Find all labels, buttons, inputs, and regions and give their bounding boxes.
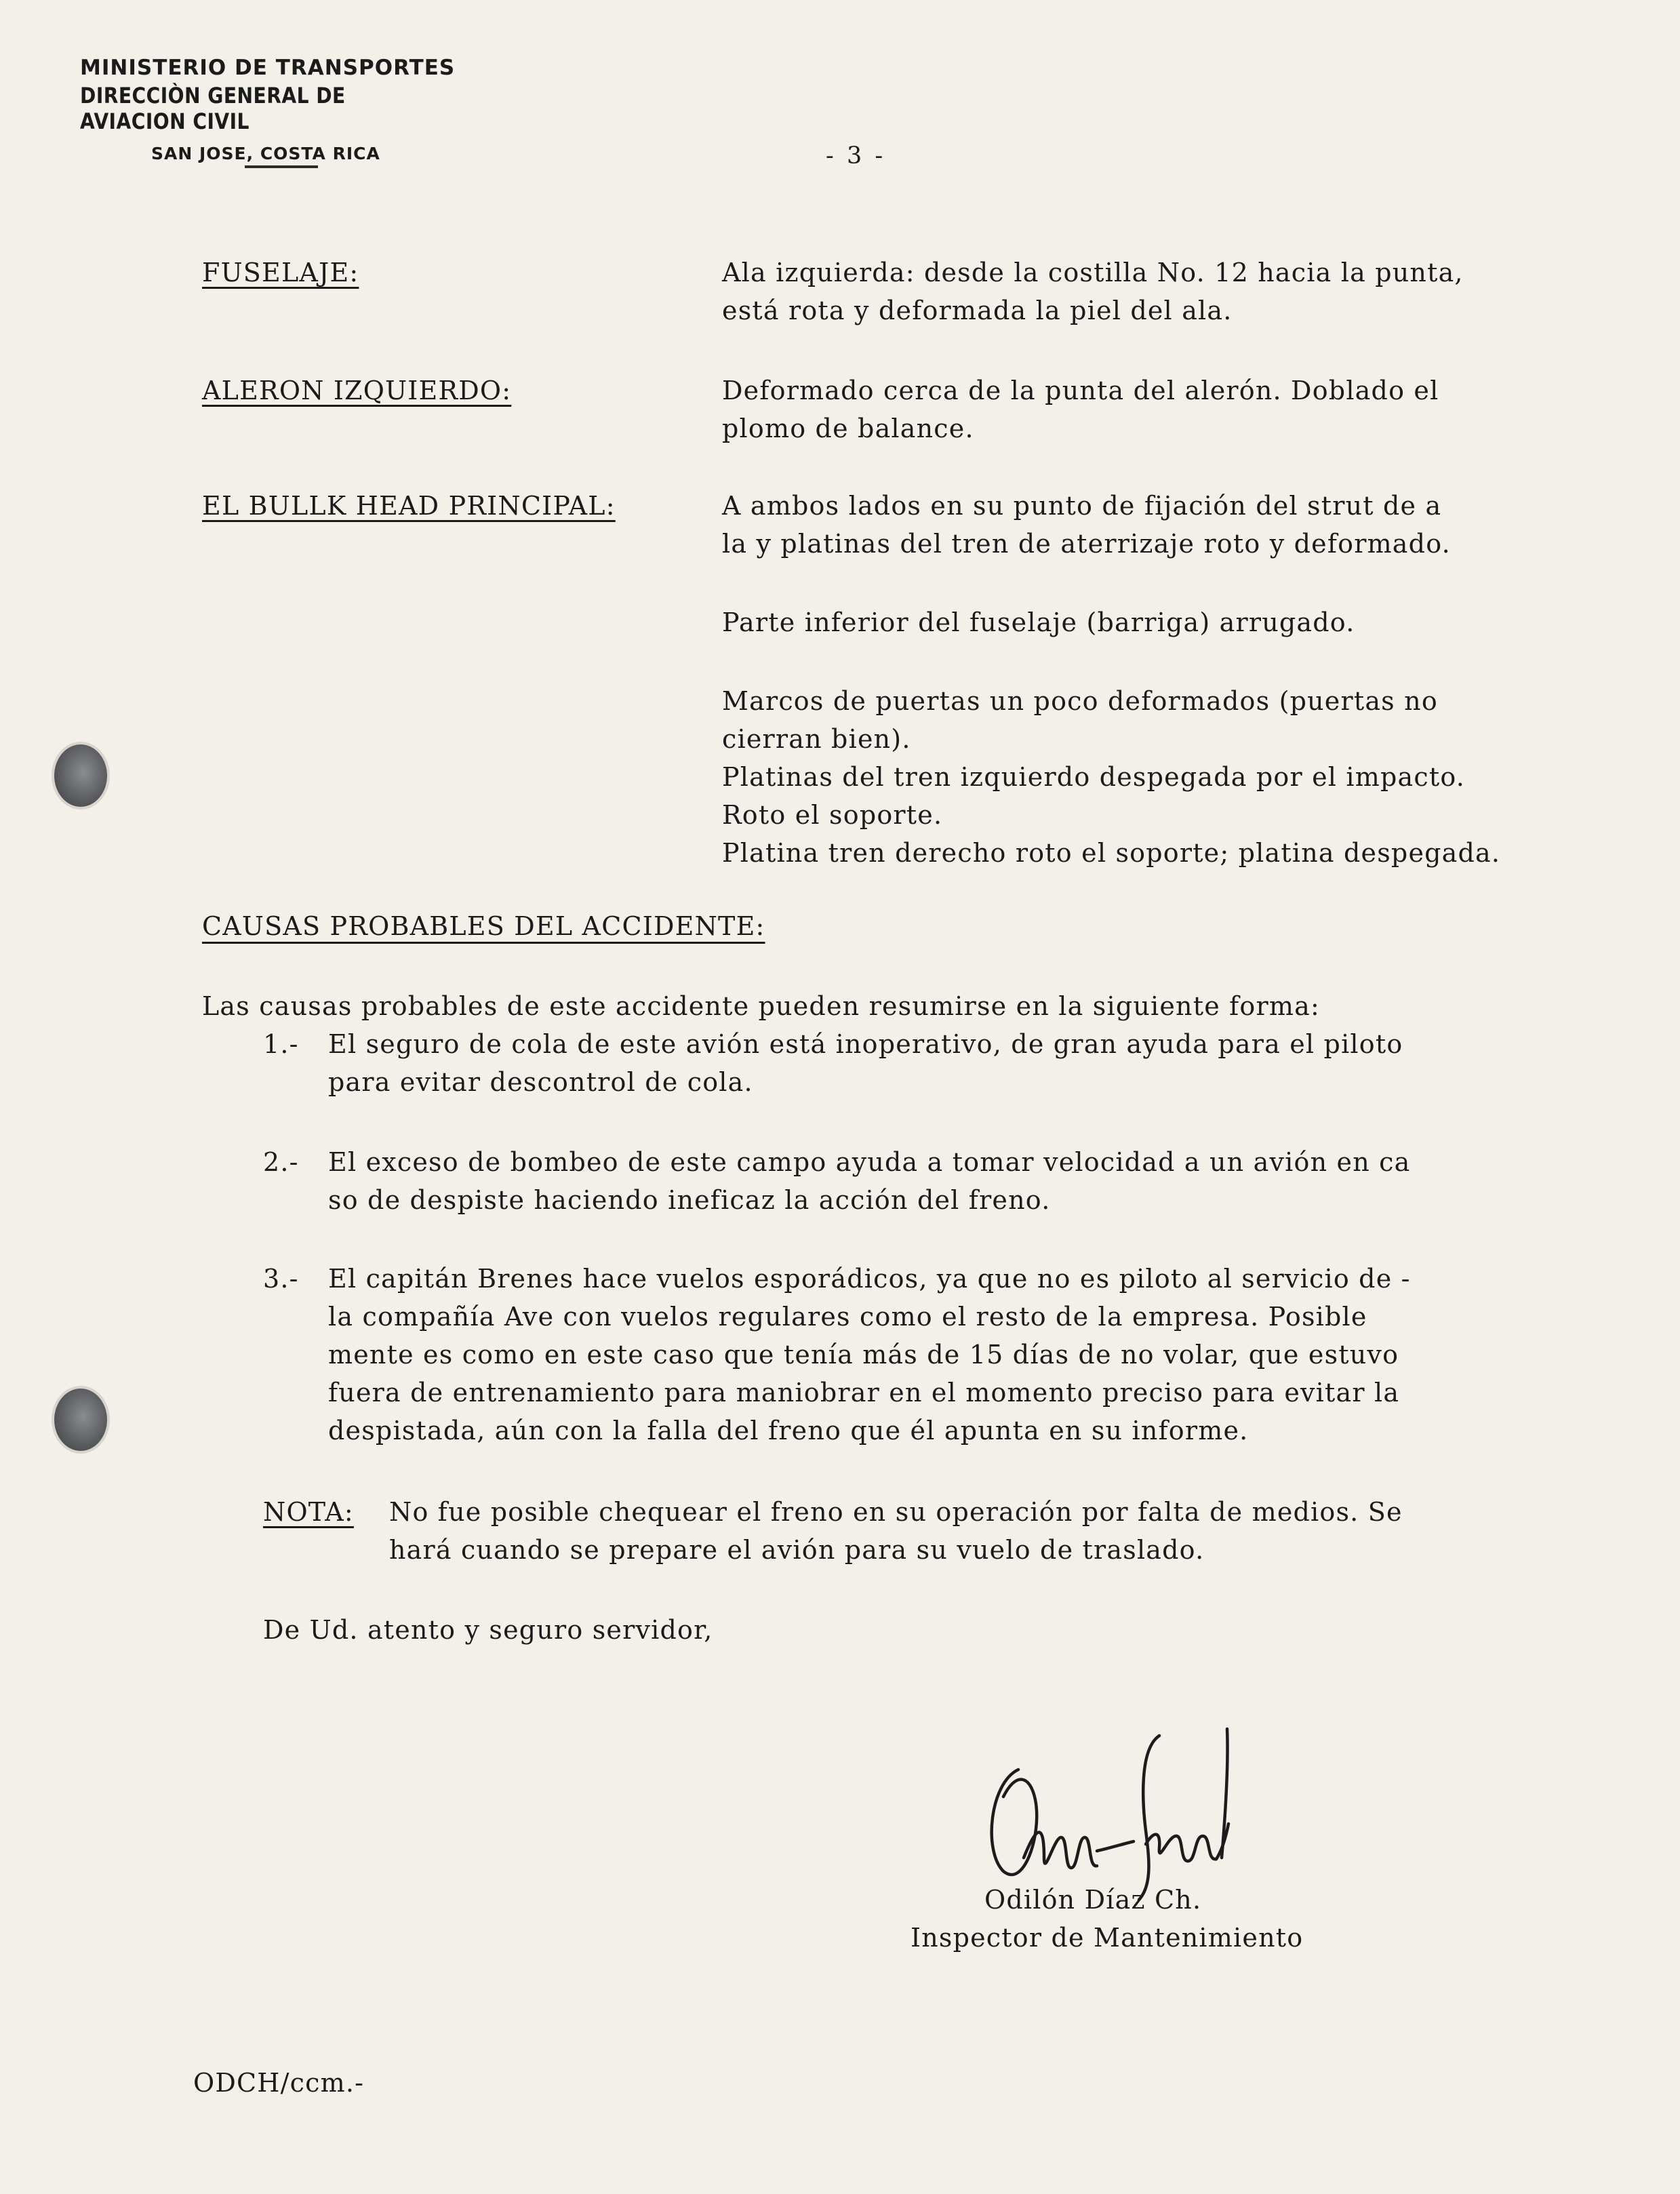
- text-line: No fue posible chequear el freno en su operación por falta de medios. Se: [389, 1497, 1403, 1527]
- causes-heading: CAUSAS PROBABLES DEL ACCIDENTE:: [202, 911, 765, 941]
- cause-number: 1.-: [263, 1029, 299, 1059]
- damage-paragraph-belly: [722, 603, 1536, 641]
- text-line: la y platinas del tren de aterrizaje roto y deformado.: [722, 529, 1451, 559]
- damage-description-fuselaje: [722, 254, 1536, 330]
- handwritten-signature: [976, 1722, 1275, 1905]
- letterhead-directorate: DIRECCIÒN GENERAL DE AVIACION CIVIL: [80, 83, 346, 134]
- text-line: El seguro de cola de este avión está inoperativo, de gran ayuda para el piloto: [328, 1029, 1403, 1059]
- text-line: fuera de entrenamiento para maniobrar en el momento preciso para evitar la: [328, 1378, 1400, 1408]
- text-line: la compañía Ave con vuelos regulares como el resto de la empresa. Posible: [328, 1302, 1367, 1332]
- signer-name: Odilón Díaz Ch.: [984, 1885, 1202, 1915]
- page-number: - 3 -: [826, 142, 886, 169]
- letterhead-ministry: MINISTERIO DE TRANSPORTES: [80, 56, 456, 80]
- punch-hole: [54, 1389, 107, 1451]
- text-line: so de despiste haciendo ineficaz la acción del freno.: [328, 1185, 1051, 1215]
- letterhead-location: SAN JOSE, COSTA RICA: [151, 144, 380, 163]
- causes-intro: Las causas probables de este accidente pueden resumirse en la siguiente forma:: [202, 991, 1320, 1021]
- text-line: Platinas del tren izquierdo despegada por el impacto.: [722, 762, 1466, 792]
- nota-text: [389, 1493, 1403, 1569]
- punch-hole: [54, 744, 107, 807]
- reference-initials: ODCH/ccm.-: [193, 2068, 365, 2098]
- text-line: Marcos de puertas un poco deformados (puertas no: [722, 686, 1438, 716]
- cause-number: 2.-: [263, 1147, 299, 1177]
- damage-label-fuselaje: FUSELAJE:: [202, 258, 359, 287]
- text-line: Parte inferior del fuselaje (barriga) arrugado.: [722, 607, 1355, 637]
- text-line: mente es como en este caso que tenía más de 15 días de no volar, que estuvo: [328, 1340, 1399, 1370]
- text-line: despistada, aún con la falla del freno que él apunta en su informe.: [328, 1416, 1249, 1445]
- text-line: Deformado cerca de la punta del alerón. Doblado el: [722, 376, 1439, 405]
- damage-description-aleron: [722, 372, 1536, 447]
- cause-text: [328, 1025, 1403, 1101]
- text-line: El capitán Brenes hace vuelos esporádicos, ya que no es piloto al servicio de -: [328, 1264, 1411, 1294]
- cause-number: 3.-: [263, 1264, 299, 1294]
- text-line: cierran bien).: [722, 724, 911, 754]
- text-line: plomo de balance.: [722, 414, 974, 443]
- text-line: Roto el soporte.: [722, 800, 943, 830]
- damage-description-bulkhead: [722, 487, 1536, 563]
- cause-text: [328, 1143, 1411, 1219]
- damage-label-aleron: ALERON IZQUIERDO:: [202, 376, 512, 405]
- text-line: está rota y deformada la piel del ala.: [722, 296, 1233, 325]
- cause-text: [328, 1260, 1411, 1450]
- damage-label-bulkhead: EL BULLK HEAD PRINCIPAL:: [202, 491, 616, 521]
- text-line: Platina tren derecho roto el soporte; platina despegada.: [722, 838, 1501, 868]
- signer-title: Inspector de Mantenimiento: [911, 1923, 1304, 1953]
- closing-salutation: De Ud. atento y seguro servidor,: [263, 1615, 713, 1645]
- text-line: A ambos lados en su punto de fijación del strut de a: [722, 491, 1442, 521]
- text-line: Ala izquierda: desde la costilla No. 12 hacia la punta,: [722, 258, 1464, 287]
- letterhead: [80, 56, 500, 163]
- text-line: hará cuando se prepare el avión para su vuelo de traslado.: [389, 1535, 1205, 1565]
- letterhead-rule: [245, 165, 318, 168]
- text-line: para evitar descontrol de cola.: [328, 1067, 753, 1097]
- nota-label: NOTA:: [263, 1497, 354, 1527]
- damage-paragraph-doors-gear: [722, 682, 1536, 872]
- text-line: El exceso de bombeo de este campo ayuda a tomar velocidad a un avión en ca: [328, 1147, 1411, 1177]
